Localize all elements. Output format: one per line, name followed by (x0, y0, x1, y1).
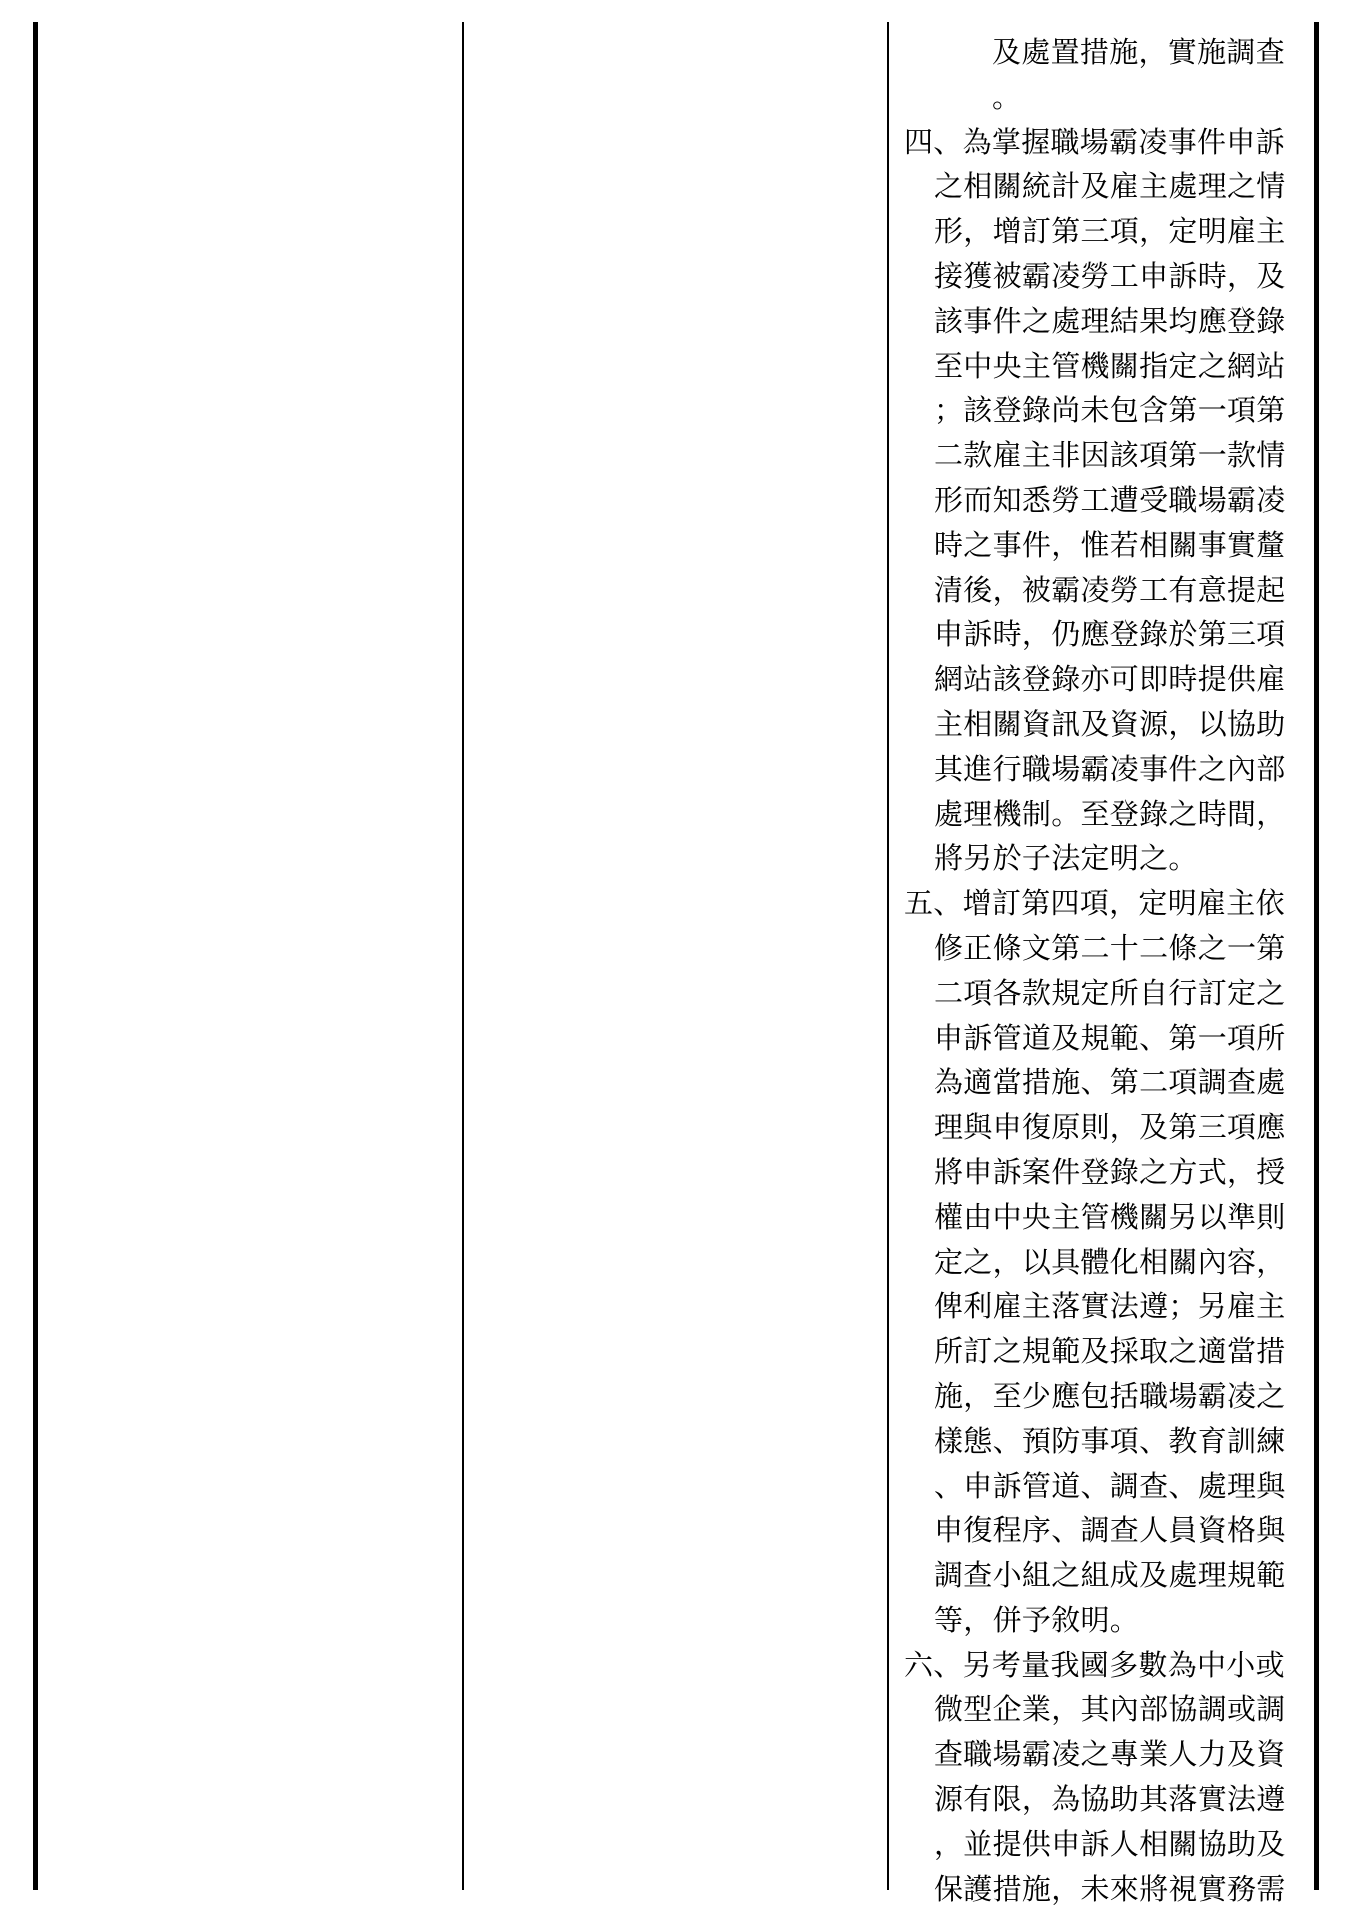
text-line: 樣態、預防事項、教育訓練 (934, 1423, 1286, 1458)
table-divider-2 (887, 22, 889, 1890)
text-line: 申復程序、調查人員資格與 (934, 1513, 1286, 1548)
text-line: 清後，被霸凌勞工有意提起 (934, 572, 1286, 607)
item-first-line: 五、增訂第四項，定明雇主依 (904, 886, 1285, 921)
text-line: 。 (992, 79, 1022, 114)
text-line: 接獲被霸凌勞工申訴時，及 (934, 258, 1286, 293)
item-first-line: 四、為掌握職場霸凌事件申訴 (904, 124, 1285, 159)
text-line: 微型企業，其內部協調或調 (934, 1692, 1286, 1727)
text-line: 申訴管道及規範、第一項所 (934, 1020, 1286, 1055)
explanation-continuation (904, 30, 1306, 120)
text-line: 查職場霸凌之專業人力及資 (934, 1737, 1286, 1772)
text-line: 之相關統計及雇主處理之情 (934, 169, 1286, 204)
text-line: 至中央主管機關指定之網站 (934, 348, 1286, 383)
text-line: 及處置措施，實施調查 (992, 35, 1286, 69)
text-line: 定之，以具體化相關內容， (934, 1244, 1286, 1279)
text-line: 形，增訂第三項，定明雇主 (934, 214, 1286, 249)
text-line: 二款雇主非因該項第一款情 (934, 438, 1286, 473)
item-first-line: 六、另考量我國多數為中小或 (904, 1647, 1285, 1682)
text-line: 將申訴案件登錄之方式，授 (934, 1154, 1286, 1189)
text-line: 修正條文第二十二條之一第 (934, 930, 1286, 965)
explanation-item-4 (904, 120, 1306, 882)
text-line: ；該登錄尚未包含第一項第 (934, 393, 1286, 428)
text-line: 保護措施，未來將視實務需 (934, 1871, 1286, 1906)
text-line: 俾利雇主落實法遵；另雇主 (934, 1289, 1286, 1324)
text-line: 其進行職場霸凌事件之內部 (934, 751, 1286, 786)
text-line: ，並提供申訴人相關協助及 (934, 1826, 1286, 1861)
text-line: 申訴時，仍應登錄於第三項 (934, 617, 1286, 652)
explanation-item-6 (904, 1643, 1306, 1911)
text-line: 該事件之處理結果均應登錄 (934, 303, 1286, 338)
text-line: 將另於子法定明之。 (934, 841, 1198, 876)
text-line: 所訂之規範及採取之適當措 (934, 1334, 1286, 1369)
text-line: 理與申復原則，及第三項應 (934, 1110, 1286, 1145)
text-line: 處理機制。至登錄之時間， (934, 796, 1286, 831)
current-text-column (464, 22, 887, 1890)
table-border-right (1314, 22, 1319, 1890)
explanation-column (904, 30, 1306, 1911)
text-line: 網站該登錄亦可即時提供雇 (934, 662, 1286, 697)
amended-text-column (38, 22, 462, 1890)
text-line: 源有限，為協助其落實法遵 (934, 1782, 1286, 1817)
text-line: 時之事件，惟若相關事實釐 (934, 527, 1286, 562)
text-line: 施，至少應包括職場霸凌之 (934, 1378, 1286, 1413)
text-line: 形而知悉勞工遭受職場霸凌 (934, 482, 1286, 517)
text-line: 、申訴管道、調查、處理與 (934, 1468, 1286, 1503)
text-line: 調查小組之組成及處理規範 (934, 1558, 1286, 1593)
text-line: 等，併予敘明。 (934, 1602, 1140, 1637)
text-line: 權由中央主管機關另以準則 (934, 1199, 1286, 1234)
text-line: 為適當措施、第二項調查處 (934, 1065, 1286, 1100)
text-line: 主相關資訊及資源，以協助 (934, 706, 1286, 741)
explanation-item-5 (904, 881, 1306, 1643)
text-line: 二項各款規定所自行訂定之 (934, 975, 1286, 1010)
